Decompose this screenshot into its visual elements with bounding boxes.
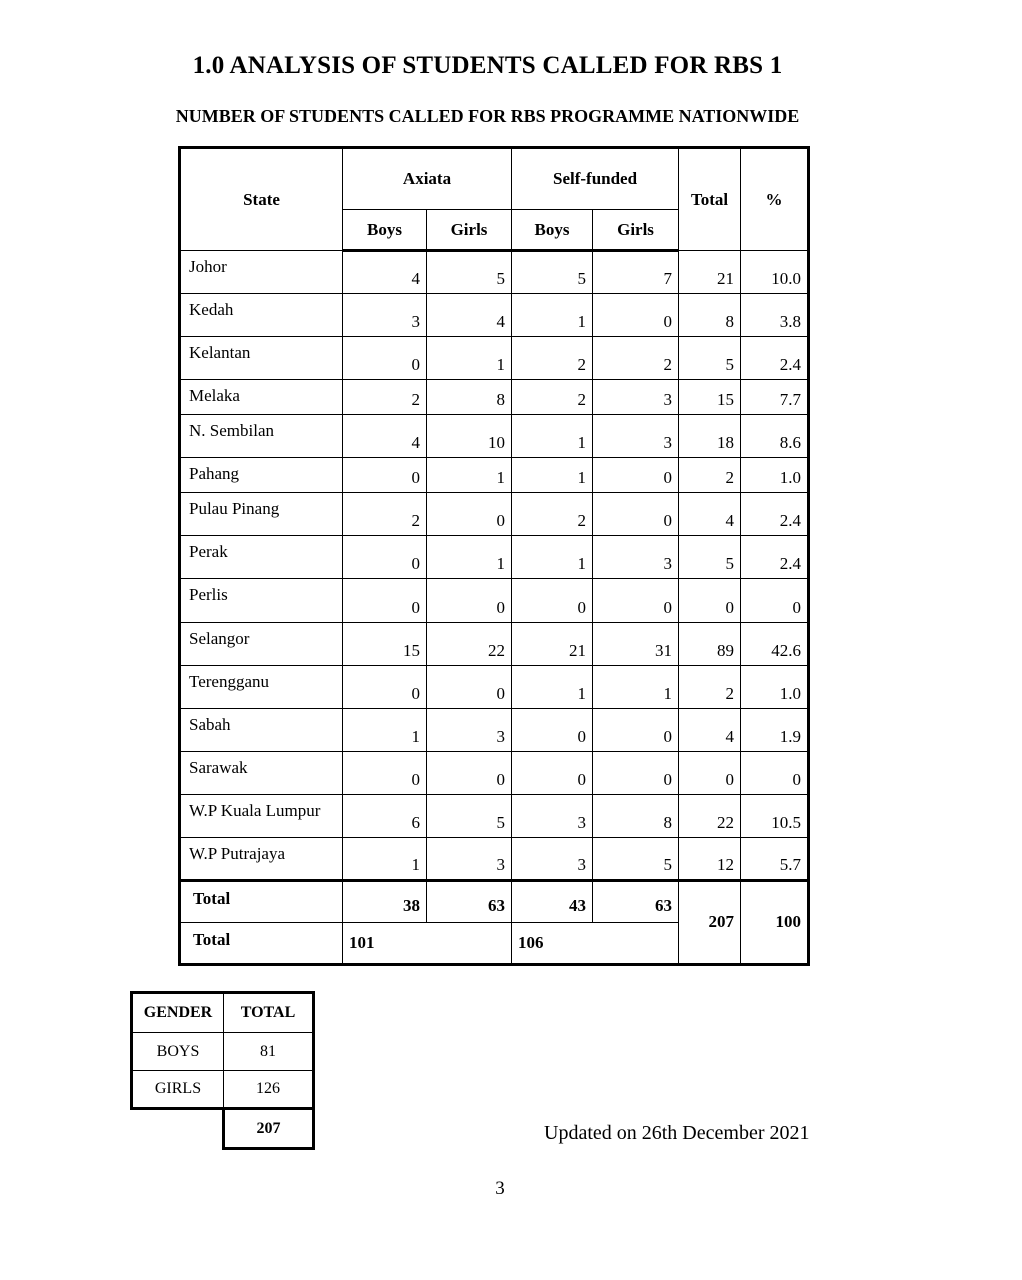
cell-percent: 10.5 bbox=[741, 794, 809, 837]
cell-self-funded-girls: 3 bbox=[593, 536, 679, 579]
cell-axiata-boys: 0 bbox=[343, 536, 427, 579]
state-name: Perak bbox=[180, 536, 343, 579]
state-name: W.P Kuala Lumpur bbox=[180, 794, 343, 837]
cell-axiata-boys: 6 bbox=[343, 794, 427, 837]
total-self-funded-girls: 63 bbox=[593, 880, 679, 922]
cell-self-funded-boys: 0 bbox=[512, 751, 593, 794]
cell-self-funded-boys: 0 bbox=[512, 708, 593, 751]
cell-self-funded-girls: 0 bbox=[593, 579, 679, 622]
cell-self-funded-girls: 1 bbox=[593, 665, 679, 708]
cell-total: 2 bbox=[679, 665, 741, 708]
table-row bbox=[180, 493, 809, 536]
gender-summary-table bbox=[130, 991, 315, 1150]
table-row bbox=[180, 622, 809, 665]
state-name: Melaka bbox=[180, 380, 343, 415]
table-subtitle: NUMBER OF STUDENTS CALLED FOR RBS PROGRAMME NATIONWIDE bbox=[175, 106, 800, 126]
cell-axiata-boys: 1 bbox=[343, 837, 427, 880]
table-row bbox=[180, 415, 809, 458]
header-self-funded-girls: Girls bbox=[593, 210, 679, 251]
state-name: Johor bbox=[180, 251, 343, 294]
sum-axiata: 101 bbox=[343, 922, 512, 964]
gender-total-header: TOTAL bbox=[224, 993, 314, 1033]
state-name: Sarawak bbox=[180, 751, 343, 794]
cell-percent: 0 bbox=[741, 751, 809, 794]
gender-sum: 207 bbox=[224, 1109, 314, 1149]
table-body bbox=[180, 251, 809, 881]
cell-self-funded-boys: 2 bbox=[512, 380, 593, 415]
cell-axiata-girls: 1 bbox=[427, 536, 512, 579]
cell-self-funded-girls: 0 bbox=[593, 708, 679, 751]
cell-self-funded-girls: 0 bbox=[593, 458, 679, 493]
cell-total: 89 bbox=[679, 622, 741, 665]
cell-self-funded-girls: 3 bbox=[593, 380, 679, 415]
cell-self-funded-girls: 0 bbox=[593, 294, 679, 337]
cell-percent: 2.4 bbox=[741, 337, 809, 380]
cell-percent: 42.6 bbox=[741, 622, 809, 665]
gender-header: GENDER bbox=[132, 993, 224, 1033]
cell-percent: 10.0 bbox=[741, 251, 809, 294]
cell-axiata-girls: 5 bbox=[427, 251, 512, 294]
cell-self-funded-boys: 1 bbox=[512, 458, 593, 493]
table-row bbox=[180, 251, 809, 294]
state-name: Kedah bbox=[180, 294, 343, 337]
gender-girls-label: GIRLS bbox=[132, 1071, 224, 1109]
table-row bbox=[180, 579, 809, 622]
cell-total: 8 bbox=[679, 294, 741, 337]
cell-total: 4 bbox=[679, 493, 741, 536]
cell-self-funded-girls: 5 bbox=[593, 837, 679, 880]
cell-self-funded-girls: 3 bbox=[593, 415, 679, 458]
table-row bbox=[180, 380, 809, 415]
cell-percent: 7.7 bbox=[741, 380, 809, 415]
cell-percent: 1.9 bbox=[741, 708, 809, 751]
cell-percent: 3.8 bbox=[741, 294, 809, 337]
cell-self-funded-boys: 1 bbox=[512, 294, 593, 337]
cell-axiata-girls: 22 bbox=[427, 622, 512, 665]
header-total: Total bbox=[679, 148, 741, 251]
gender-boys-total: 81 bbox=[224, 1033, 314, 1071]
cell-axiata-boys: 0 bbox=[343, 751, 427, 794]
gender-blank-cell bbox=[132, 1109, 224, 1149]
cell-axiata-boys: 2 bbox=[343, 493, 427, 536]
sum-self-funded: 106 bbox=[512, 922, 679, 964]
state-name: Selangor bbox=[180, 622, 343, 665]
state-name: Perlis bbox=[180, 579, 343, 622]
table-row bbox=[180, 458, 809, 493]
table-row bbox=[180, 536, 809, 579]
cell-axiata-boys: 0 bbox=[343, 337, 427, 380]
table-row bbox=[180, 337, 809, 380]
cell-axiata-girls: 3 bbox=[427, 708, 512, 751]
cell-axiata-girls: 1 bbox=[427, 337, 512, 380]
cell-total: 4 bbox=[679, 708, 741, 751]
page-number: 3 bbox=[495, 1178, 505, 1199]
grand-percent: 100 bbox=[741, 880, 809, 964]
cell-axiata-girls: 5 bbox=[427, 794, 512, 837]
total-axiata-girls: 63 bbox=[427, 880, 512, 922]
cell-total: 2 bbox=[679, 458, 741, 493]
cell-axiata-boys: 0 bbox=[343, 665, 427, 708]
cell-self-funded-boys: 2 bbox=[512, 493, 593, 536]
cell-self-funded-boys: 0 bbox=[512, 579, 593, 622]
table-row bbox=[180, 751, 809, 794]
updated-date: Updated on 26th December 2021 bbox=[544, 1122, 810, 1144]
cell-axiata-boys: 4 bbox=[343, 251, 427, 294]
sum-row-label: Total bbox=[180, 922, 343, 964]
page-title: 1.0 ANALYSIS OF STUDENTS CALLED FOR RBS 1 bbox=[192, 52, 783, 79]
header-axiata-girls: Girls bbox=[427, 210, 512, 251]
table-row bbox=[180, 294, 809, 337]
cell-axiata-boys: 4 bbox=[343, 415, 427, 458]
cell-self-funded-girls: 7 bbox=[593, 251, 679, 294]
cell-percent: 2.4 bbox=[741, 536, 809, 579]
cell-axiata-girls: 1 bbox=[427, 458, 512, 493]
cell-axiata-girls: 0 bbox=[427, 579, 512, 622]
cell-axiata-boys: 1 bbox=[343, 708, 427, 751]
cell-axiata-boys: 2 bbox=[343, 380, 427, 415]
table-row bbox=[180, 794, 809, 837]
header-percent: % bbox=[741, 148, 809, 251]
table-row bbox=[180, 708, 809, 751]
table-row bbox=[180, 665, 809, 708]
cell-percent: 2.4 bbox=[741, 493, 809, 536]
header-self-funded-boys: Boys bbox=[512, 210, 593, 251]
header-state: State bbox=[180, 148, 343, 251]
cell-axiata-boys: 0 bbox=[343, 579, 427, 622]
grand-total: 207 bbox=[679, 880, 741, 964]
cell-axiata-girls: 0 bbox=[427, 751, 512, 794]
cell-self-funded-boys: 1 bbox=[512, 415, 593, 458]
header-axiata-boys: Boys bbox=[343, 210, 427, 251]
cell-axiata-girls: 4 bbox=[427, 294, 512, 337]
table-row bbox=[180, 837, 809, 880]
cell-total: 21 bbox=[679, 251, 741, 294]
cell-axiata-boys: 15 bbox=[343, 622, 427, 665]
cell-self-funded-boys: 5 bbox=[512, 251, 593, 294]
cell-axiata-girls: 8 bbox=[427, 380, 512, 415]
cell-axiata-boys: 3 bbox=[343, 294, 427, 337]
total-axiata-boys: 38 bbox=[343, 880, 427, 922]
cell-self-funded-boys: 1 bbox=[512, 536, 593, 579]
cell-self-funded-boys: 1 bbox=[512, 665, 593, 708]
cell-axiata-girls: 10 bbox=[427, 415, 512, 458]
cell-axiata-girls: 3 bbox=[427, 837, 512, 880]
students-table bbox=[178, 146, 810, 966]
cell-percent: 1.0 bbox=[741, 458, 809, 493]
cell-self-funded-boys: 2 bbox=[512, 337, 593, 380]
gender-boys-label: BOYS bbox=[132, 1033, 224, 1071]
cell-percent: 8.6 bbox=[741, 415, 809, 458]
cell-self-funded-boys: 3 bbox=[512, 837, 593, 880]
state-name: W.P Putrajaya bbox=[180, 837, 343, 880]
cell-total: 0 bbox=[679, 751, 741, 794]
header-self-funded: Self-funded bbox=[512, 148, 679, 210]
state-name: Kelantan bbox=[180, 337, 343, 380]
cell-axiata-boys: 0 bbox=[343, 458, 427, 493]
state-name: Terengganu bbox=[180, 665, 343, 708]
cell-total: 18 bbox=[679, 415, 741, 458]
state-name: Pulau Pinang bbox=[180, 493, 343, 536]
total-self-funded-boys: 43 bbox=[512, 880, 593, 922]
header-axiata: Axiata bbox=[343, 148, 512, 210]
cell-percent: 0 bbox=[741, 579, 809, 622]
cell-self-funded-girls: 31 bbox=[593, 622, 679, 665]
total-row-label: Total bbox=[180, 880, 343, 922]
cell-axiata-girls: 0 bbox=[427, 493, 512, 536]
cell-total: 22 bbox=[679, 794, 741, 837]
cell-total: 5 bbox=[679, 337, 741, 380]
cell-total: 12 bbox=[679, 837, 741, 880]
cell-self-funded-girls: 8 bbox=[593, 794, 679, 837]
gender-girls-total: 126 bbox=[224, 1071, 314, 1109]
cell-percent: 1.0 bbox=[741, 665, 809, 708]
cell-axiata-girls: 0 bbox=[427, 665, 512, 708]
cell-percent: 5.7 bbox=[741, 837, 809, 880]
cell-self-funded-girls: 0 bbox=[593, 751, 679, 794]
cell-self-funded-boys: 3 bbox=[512, 794, 593, 837]
state-name: Pahang bbox=[180, 458, 343, 493]
cell-total: 5 bbox=[679, 536, 741, 579]
cell-self-funded-girls: 2 bbox=[593, 337, 679, 380]
cell-total: 15 bbox=[679, 380, 741, 415]
cell-self-funded-girls: 0 bbox=[593, 493, 679, 536]
state-name: Sabah bbox=[180, 708, 343, 751]
cell-self-funded-boys: 21 bbox=[512, 622, 593, 665]
cell-total: 0 bbox=[679, 579, 741, 622]
state-name: N. Sembilan bbox=[180, 415, 343, 458]
